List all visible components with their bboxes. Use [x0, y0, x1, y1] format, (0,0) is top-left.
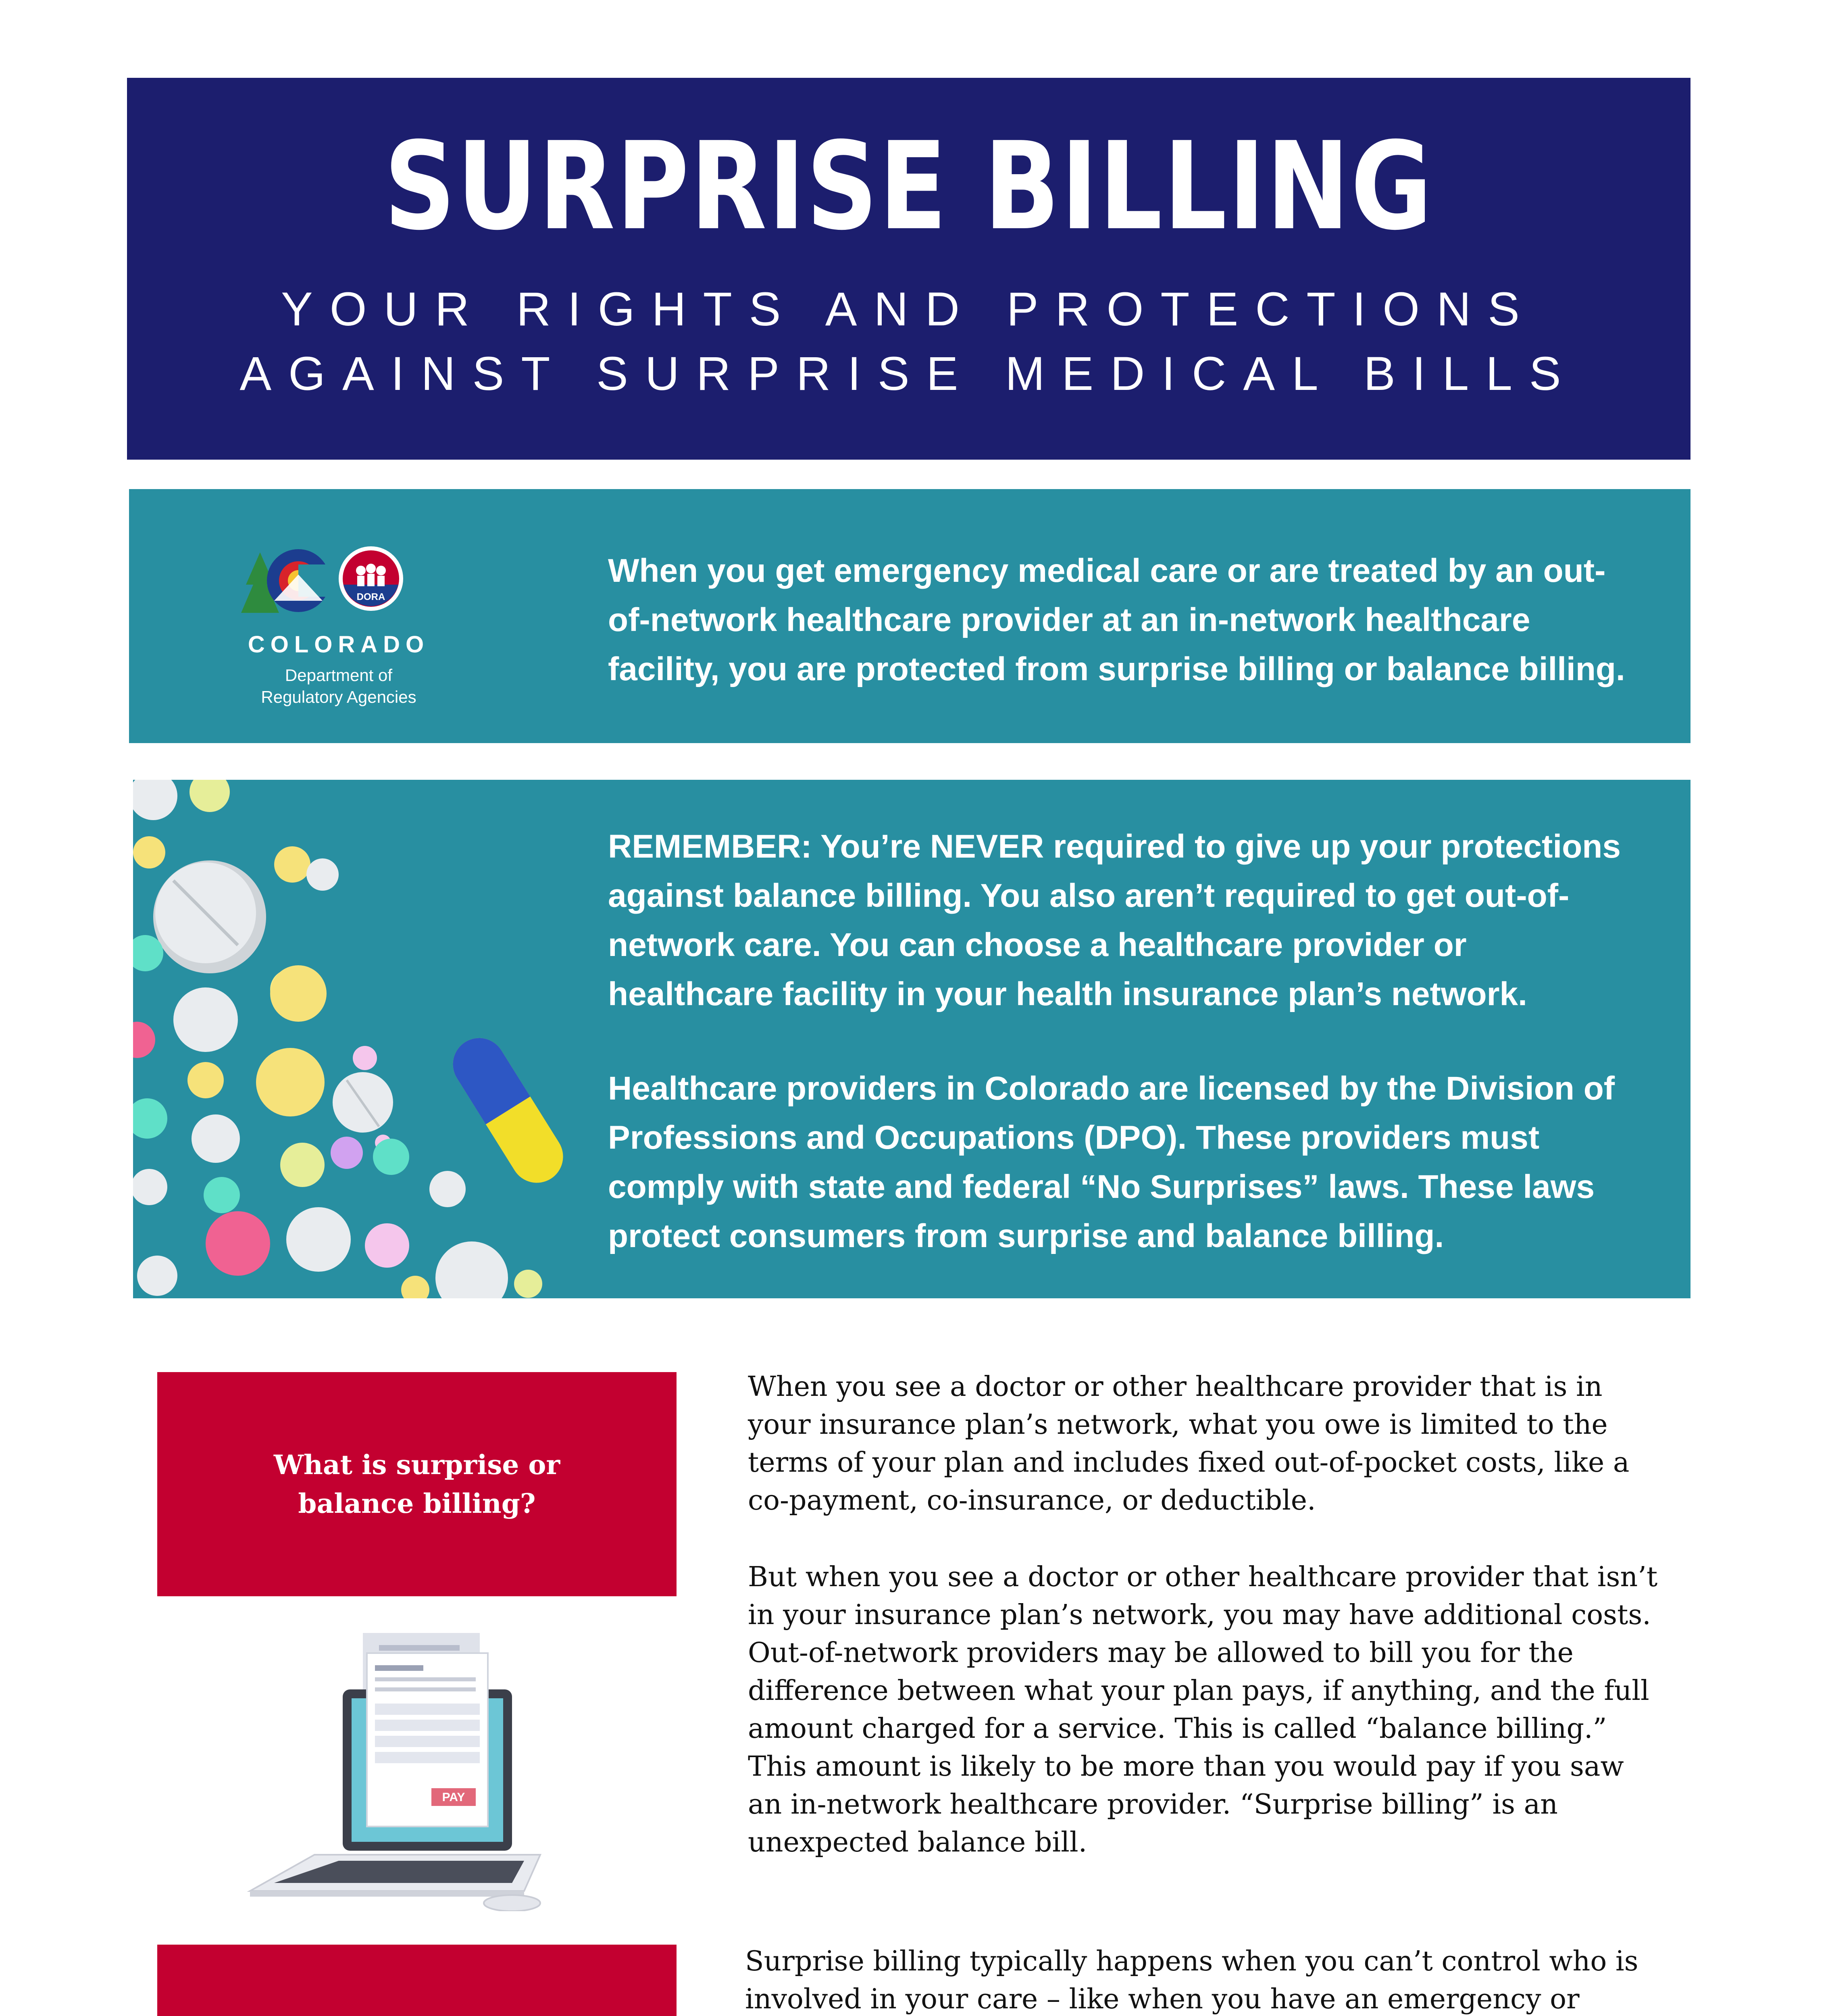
remember-panel — [133, 780, 1691, 1298]
pills-icon — [133, 780, 573, 1298]
subtitle-line-2: AGAINST SURPRISE MEDICAL BILLS — [239, 347, 1578, 400]
colorado-dora-logo — [238, 536, 439, 718]
intro-text: When you get emergency medical care or are treated by an out-of-network healthcare provider at an in-network healthcare facility, you are protected from surprise billing or balance billing. — [608, 552, 1625, 687]
answer-1-paragraph-2: But when you see a doctor or other healthcare provider that isn’t in your insurance plan’s network, you may have additional costs. Out-of-network providers may be allowed to bill you for the difference between what your plan pays, if anything, and the full amount charged for a service. This is called “balance billing.” This amount is likely to be more than you would pay if you saw an in-network healthcare provider. “Surprise billing” is an unexpected balance bill. — [748, 1561, 1658, 1858]
answer-2-paragraph-1: Surprise billing typically happens when you can’t control who is involved in your care – like when you have an emergency or — [745, 1945, 1638, 2015]
question-1-text: What is surprise or balance billing? — [273, 1449, 560, 1519]
remember-paragraph-1: REMEMBER: You’re NEVER required to give up your protections against balance billing. You also aren’t required to get out-of-network care. You can choose a healthcare provider or healthcare facility in your health insurance plan’s network. — [608, 828, 1621, 1012]
header-banner — [127, 78, 1691, 460]
page-title: SURPRISE BILLING — [384, 116, 1434, 257]
question-box-2 — [157, 1945, 677, 2016]
logo-department-line-1: Department of — [285, 666, 393, 685]
logo-department-line-2: Regulatory Agencies — [261, 687, 416, 706]
laptop-icon — [250, 1633, 540, 1911]
remember-paragraph-2: Healthcare providers in Colorado are licensed by the Division of Professions and Occupations (DPO). These providers must comply with state and federal “No Surprises” laws. These laws protect consumers from surprise and balance billing. — [608, 1070, 1615, 1254]
logo-colorado-text: COLORADO — [248, 631, 430, 658]
laptop-bill-illustration — [246, 1629, 552, 1911]
pills-illustration — [133, 780, 577, 1298]
answer-1-paragraph-1: When you see a doctor or other healthcare provider that is in your insurance plan’s network, what you owe is limited to the terms of your plan and includes fixed out-of-pocket costs, like a co-payment, co-insurance, or deductible. — [748, 1371, 1630, 1516]
colorado-logo-icon — [238, 536, 439, 629]
dora-badge-text: DORA — [356, 591, 385, 602]
subtitle-line-1: YOUR RIGHTS AND PROTECTIONS — [281, 283, 1536, 336]
question-box-1 — [157, 1372, 677, 1596]
pay-label: PAY — [442, 1791, 465, 1804]
logo-department-text — [238, 664, 439, 708]
